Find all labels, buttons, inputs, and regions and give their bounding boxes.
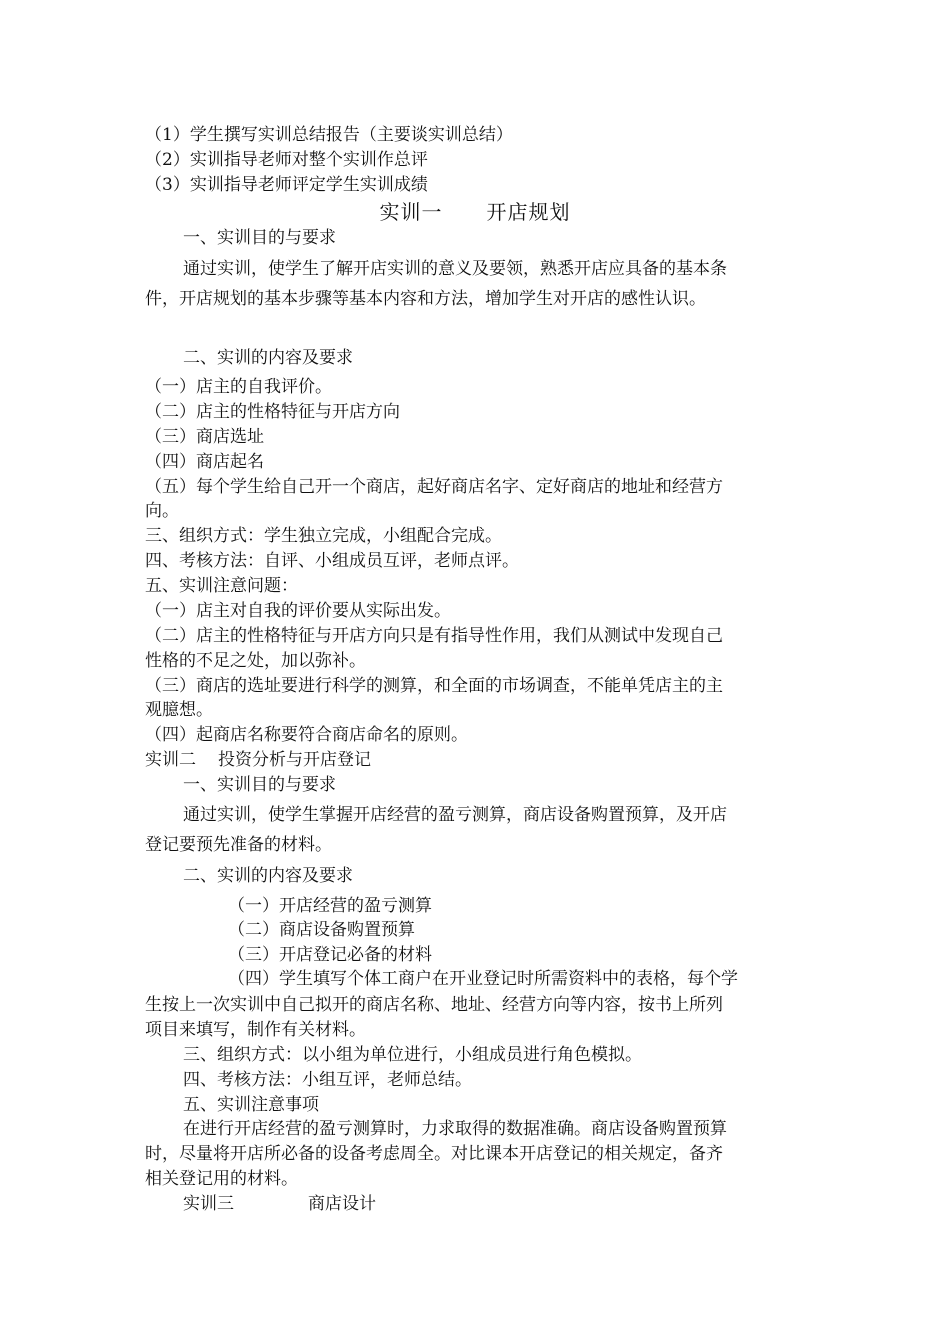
s1-assessment: 四、考核方法：自评、小组成员互评，老师点评。 [145, 551, 519, 571]
s1-organization: 三、组织方式：学生独立完成，小组配合完成。 [145, 526, 502, 546]
summary-line-2: （2）实训指导老师对整个实训作总评 [145, 150, 428, 170]
s1-content-item-5-line-2: 向。 [145, 501, 179, 521]
s2-content-item-1: （一）开店经营的盈亏测算 [228, 896, 432, 916]
s1-content-item-2: （二）店主的性格特征与开店方向 [145, 402, 400, 422]
s1-heading-content: 二、实训的内容及要求 [183, 348, 353, 368]
s1-note-2-line-1: （二）店主的性格特征与开店方向只是有指导性作用，我们从测试中发现自己 [145, 626, 723, 646]
s2-content-item-3: （三）开店登记必备的材料 [228, 945, 432, 965]
section-3-title-number: 实训三 [183, 1194, 234, 1214]
s2-heading-notes: 五、实训注意事项 [183, 1095, 319, 1115]
s1-content-item-5-line-1: （五）每个学生给自己开一个商店，起好商店名字、定好商店的地址和经营方 [145, 477, 723, 497]
s2-content-item-4-line-1: （四）学生填写个体工商户在开业登记时所需资料中的表格，每个学 [228, 969, 738, 989]
s2-goals-para-line-1: 通过实训，使学生掌握开店经营的盈亏测算，商店设备购置预算，及开店 [183, 805, 727, 825]
s2-content-item-4-line-3: 项目来填写，制作有关材料。 [145, 1020, 366, 1040]
s2-organization: 三、组织方式：以小组为单位进行，小组成员进行角色模拟。 [183, 1045, 642, 1065]
s2-content-item-2: （二）商店设备购置预算 [228, 920, 415, 940]
s2-notes-para-line-2: 时，尽量将开店所必备的设备考虑周全。对比课本开店登记的相关规定，备齐 [145, 1144, 723, 1164]
section-2-title-number: 实训二 [145, 750, 196, 770]
s1-goals-para-line-2: 件，开店规划的基本步骤等基本内容和方法，增加学生对开店的感性认识。 [145, 289, 706, 309]
section-3-title-name: 商店设计 [308, 1194, 376, 1214]
summary-line-1: （1）学生撰写实训总结报告（主要谈实训总结） [145, 125, 513, 145]
summary-line-3: （3）实训指导老师评定学生实训成绩 [145, 175, 428, 195]
s1-heading-goals: 一、实训目的与要求 [183, 228, 336, 248]
s1-note-4: （四）起商店名称要符合商店命名的原则。 [145, 725, 468, 745]
section-1-title-name: 开店规划 [486, 200, 571, 224]
s1-content-item-3: （三）商店选址 [145, 427, 264, 447]
s1-note-1: （一）店主对自我的评价要从实际出发。 [145, 601, 451, 621]
s1-content-item-1: （一）店主的自我评价。 [145, 377, 332, 397]
s1-note-3-line-2: 观臆想。 [145, 700, 213, 720]
section-3-title [183, 1192, 853, 1216]
s2-notes-para-line-3: 相关登记用的材料。 [145, 1169, 298, 1189]
section-1-title [0, 199, 950, 225]
s2-assessment: 四、考核方法：小组互评，老师总结。 [183, 1070, 472, 1090]
section-2-title [145, 748, 815, 772]
s1-content-item-4: （四）商店起名 [145, 452, 264, 472]
section-1-title-number: 实训一 [379, 200, 443, 224]
s2-goals-para-line-2: 登记要预先准备的材料。 [145, 835, 332, 855]
s1-note-3-line-1: （三）商店的选址要进行科学的测算，和全面的市场调查，不能单凭店主的主 [145, 676, 723, 696]
section-2-title-name: 投资分析与开店登记 [218, 750, 371, 770]
s1-heading-notes: 五、实训注意问题： [145, 576, 298, 596]
s2-content-item-4-line-2: 生按上一次实训中自己拟开的商店名称、地址、经营方向等内容，按书上所列 [145, 995, 723, 1015]
s2-heading-goals: 一、实训目的与要求 [183, 775, 336, 795]
s1-note-2-line-2: 性格的不足之处，加以弥补。 [145, 651, 366, 671]
s2-notes-para-line-1: 在进行开店经营的盈亏测算时，力求取得的数据准确。商店设备购置预算 [183, 1119, 727, 1139]
s2-heading-content: 二、实训的内容及要求 [183, 866, 353, 886]
s1-goals-para-line-1: 通过实训，使学生了解开店实训的意义及要领，熟悉开店应具备的基本条 [183, 259, 727, 279]
